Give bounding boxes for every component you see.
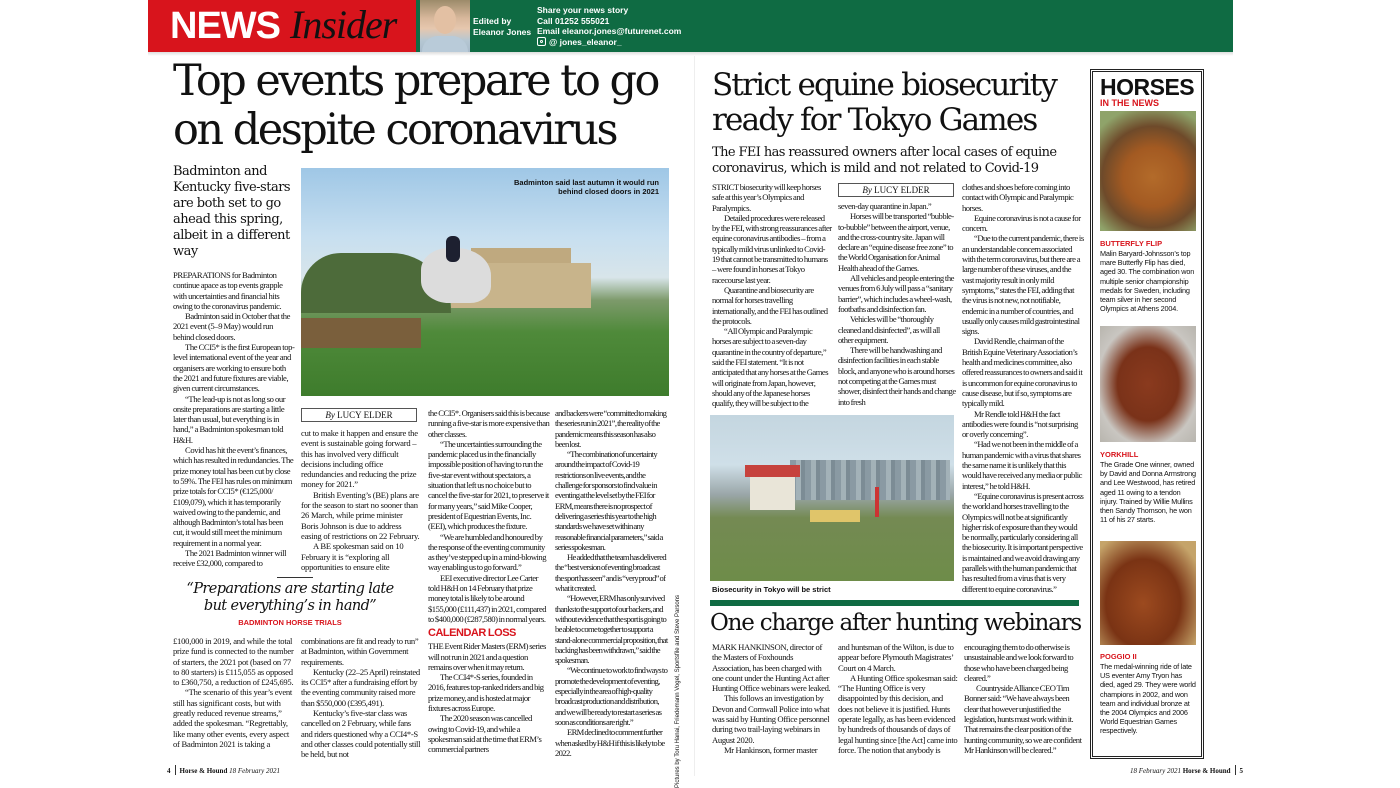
paragraph: MARK HANKINSON, director of the Masters of Foxhounds Association, has been charged with one count under the Hunting Act after Hunting Office webinars were leaked. (712, 642, 831, 694)
paragraph: clothes and shoes before coming into contact with Olympic and Paralympic horses. (962, 182, 1074, 213)
logo-insider: Insider (290, 2, 397, 47)
hunt-headline: One charge after hunting webinars (710, 610, 1082, 636)
paragraph: “Equine coronavirus is present across the world and horses travelling to the Olympics will not be at significantly higher risk of exposure than they would be normally, particularly considering all the biosecurity. It is important perspective is maintained and we avoid drawing any parallels with the human pandemic that has resulted from a virus that is very different to equine coronavirus.” (962, 490, 1084, 594)
left-bottom-col2 (301, 636, 421, 760)
email-link[interactable]: Email eleanor.jones@futurenet.com (537, 26, 682, 36)
contact-info (537, 5, 681, 47)
paragraph: Equine coronavirus is not a cause for concern. (962, 212, 1081, 234)
left-headline-line2: on despite coronavirus (173, 105, 617, 155)
paragraph: and huntsman of the Wilton, is due to appear before Plymouth Magistrates’ Court on 4 March. (838, 642, 954, 673)
sidebar-item-name: BUTTERFLY FLIP (1100, 239, 1163, 248)
folio-page-number: 4 (167, 767, 171, 775)
paragraph: Badminton said in October that the 2021 event (5–9 May) would run behind closed doors. (173, 311, 291, 342)
edited-by-label: Edited by (473, 16, 512, 26)
sidebar-item-name: YORKHILL (1100, 450, 1139, 459)
left-col4 (555, 408, 669, 758)
left-folio (167, 765, 280, 776)
paragraph: “The uncertainties surrounding the pandemic placed us in the financially impossible position of having to run the five-star event without spectators, a situation that left us no choice but to cancel the five-star for 2021, to preserve it for many years,” said Mike Cooper, president of Equestrian Events, Inc. (EEI), which produces the fixture. (428, 438, 549, 532)
poggio-photo (1100, 541, 1196, 645)
paragraph: The CCI4*-S series, founded in 2016, features top-ranked riders and big prize money, and is hosted at major fixtures across Europe. (428, 672, 544, 714)
sidebar-title: HORSES (1100, 74, 1195, 100)
sidebar-subtitle: IN THE NEWS (1100, 98, 1160, 108)
paragraph: STRICT biosecurity will keep horses safe at this year’s Olympics and Paralympics. (712, 182, 821, 213)
tokyo-photo-caption: Biosecurity in Tokyo will be strict (712, 585, 831, 594)
logo-news: NEWS (170, 5, 280, 47)
instagram-handle: @ jones_eleanor_ (549, 36, 622, 47)
paragraph: Kentucky’s five-star class was cancelled on 2 February, while fans and riders questioned why a CCI4*-S and other classes could potentially still be held, but not (301, 708, 421, 760)
right-folio (1130, 765, 1243, 776)
sidebar-item-name: POGGIO II (1100, 652, 1137, 661)
paragraph: seven-day quarantine in Japan.” (838, 201, 932, 211)
paragraph: “The lead-up is not as long so our onsite preparations are starting a little later than usual, but everything is in hand,” a Badminton spokesman told H&H. (173, 393, 286, 445)
paragraph: the CCI5*. Organisers said this is because running a five-star is more expensive than other classes. (428, 408, 550, 439)
hunt-col1 (712, 642, 832, 755)
folio-page-number: 5 (1239, 767, 1244, 775)
left-col2 (301, 428, 421, 572)
hunt-col3 (964, 642, 1084, 755)
pull-quote-line1: “Preparations are starting late (186, 581, 394, 597)
sidebar-item-text: The medal-winning ride of late US eventer Amy Tryon has died, aged 29. They were world champions in 2002, and won team and individual bronze at the 2004 Olympics and 2006 World Equestrian Games respectively. (1100, 662, 1196, 736)
byline-prefix: By (325, 410, 335, 420)
folio-date: 18 February 2021 (229, 767, 281, 775)
left-col1 (173, 270, 295, 569)
byline-prefix: By (862, 185, 872, 195)
paragraph: “The combination of uncertainty around the impact of Covid-19 restrictions on live events, and the challenge for sponsors to find value in eventing at the level set by the FEI for ERM, means there is no prospect of delivering a series this year to the high standards we have set within any reasonable financial parameters,” said a series spokesman. (555, 449, 663, 552)
editor-credit (473, 16, 533, 38)
sidebar-item-text: The Grade One winner, owned by David and Donna Armstrong and Lee Westwood, has retired aged 11 owing to a tendon injury. Trained by Willie Mullins then Sandy Thomson, he won 11 of his 27 starts. (1100, 460, 1196, 525)
pull-quote (155, 581, 425, 615)
photo-credit: Pictures by Toru Hanai, Friedemann Vogel, Sportsfile and Steve Parsons (675, 595, 681, 788)
pull-quote-line2: but everything’s in hand” (203, 598, 377, 614)
right-col1 (712, 182, 832, 409)
instagram-link[interactable] (537, 37, 681, 48)
left-headline (173, 57, 693, 155)
right-col2 (838, 201, 956, 407)
paragraph: A BE spokesman said on 10 February it is “exploring all opportunities to ensure elite (301, 541, 404, 572)
butterfly-flip-photo (1100, 111, 1196, 231)
left-standfirst: Badminton and Kentucky five-stars are both set to go ahead this spring, albeit in a different way (173, 164, 291, 259)
pull-quote-attribution: BADMINTON HORSE TRIALS (238, 618, 342, 627)
paragraph: cut to make it happen and ensure the event is sustainable going forward – this has involved very difficult decisions including office redundancies and reducing the prize money for 2021.” (301, 428, 418, 490)
paragraph: “We are humbled and honoured by the response of the eventing community as they’ve stepped up in a mind-blowing way enabling us to go forward.” (428, 531, 547, 573)
paragraph: THE Event Rider Masters (ERM) series will not run in 2021 and a question remains over when it may return. (428, 641, 546, 672)
paragraph: “The scenario of this year’s event still has significant costs, but with greatly reduced revenue streams,” added the spokesman. “Regrettably, like many other events, every aspect of Badminton 2021 is taking a (173, 687, 293, 749)
paragraph: “However, ERM has only survived thanks to the support of our backers, and without evidence that the sport is going to be able to come together to support a stand-alone commercial proposition, that backing has been withdrawn,” said the spokesman. (555, 593, 668, 666)
paragraph: ERM declined to comment further when asked by H&H if this is likely to be 2022. (555, 727, 665, 758)
folio-date: 18 February 2021 (1130, 767, 1181, 775)
byline-name: LUCY ELDER (874, 185, 930, 195)
paragraph: Vehicles will be “thoroughly cleaned and disinfected”, as will all other equipment. (838, 314, 940, 345)
instagram-icon (537, 37, 546, 46)
pull-quote-rule (277, 577, 313, 578)
right-headline-line2: ready for Tokyo Games (712, 102, 1037, 138)
editor-photo (420, 0, 470, 52)
paragraph: He added that the team has delivered the “best version of eventing broadcast the sport has seen” and is “very proud” of what it created. (555, 552, 667, 594)
paragraph: PREPARATIONS for Badminton continue apace as top events grapple with uncertainties and financial hits owing to the coronavirus pandemic. (173, 270, 283, 311)
paragraph: The CCI5* is the first European top-level international event of the year and organisers are working to ensure both the 2021 and future fixtures are viable, given current circumstances. (173, 342, 295, 394)
right-standfirst: The FEI has reassured owners after local cases of equine coronavirus, which is mild and not related to Covid-19 (712, 145, 1057, 176)
paragraph: and backers were “committed to making the series run in 2021”, the reality of the pandemic means this season has also been lost. (555, 408, 667, 449)
phone-line: Call 01252 555021 (537, 15, 610, 26)
byline-name: LUCY ELDER (337, 410, 393, 420)
paragraph: Countryside Alliance CEO Tim Bonner said: “We have always been clear that however unjustified the legislation, hunts must work within it. That remains the clear position of the hunting community, so we are confident Mr Hankinson will be cleared.” (964, 683, 1082, 755)
hunt-col2 (838, 642, 958, 755)
paragraph: Detailed procedures were released by the FEI, with strong reassurances after equine coronavirus antibodies – from a typically mild virus unlinked to Covid-19 that cannot be transmitted to humans – were found in horses at Tokyo racecourse last year. (712, 212, 832, 285)
left-bottom-col1 (173, 636, 295, 749)
paragraph: combinations are fit and ready to run” at Badminton, within Government requirements. (301, 636, 419, 667)
paragraph: encouraging them to do otherwise is unsustainable and we look forward to those who have been charged being cleared.” (964, 642, 1074, 683)
paragraph: A Hunting Office spokesman said: “The Hunting Office is very disappointed by this decision, and does not believe it is justified. Hunts operate legally, as has been evidenced by hundreds of thousands of days of legal hunting since [the Act] came into force. The notion that anybody is (838, 672, 958, 755)
left-byline (301, 408, 417, 422)
badminton-photo (301, 168, 669, 396)
paragraph: Mr Hankinson, former master (724, 744, 818, 755)
paragraph: “All Olympic and Paralympic horses are subject to a seven-day quarantine in the country of departure,” said the FEI statement. “It is not anticipated that any horses at the Games will originate from Japan, however, should any of the Japanese horses qualify, they will be subject to the (712, 326, 829, 409)
paragraph: EEI executive director Lee Carter told H&H on 14 February that prize money total is likely to be around $155,000 (£111,437) in 2021, compared to $400,000 (£287,580) in normal years. (428, 572, 547, 624)
badminton-photo-caption: Badminton said last autumn it would run behind closed doors in 2021 (513, 178, 659, 196)
paragraph: “Had we not been in the middle of a human pandemic with a virus that shares the same name it is unlikely that this would have received any media or public interest,” he told H&H. (962, 439, 1082, 491)
paragraph: £100,000 in 2019, and while the total prize fund is connected to the number of starters, the 2021 pot (based on 77 to 80 starters) is £115,055 as opposed to £360,750, a reduction of £245,695. (173, 636, 294, 688)
sidebar-item-text: Malin Baryard-Johnsson’s top mare Butterfly Flip has died, aged 30. The combination won multiple senior championship medals for Sweden, including team silver in her second Olympics at Athens 2004. (1100, 249, 1195, 314)
left-headline-line1: Top events prepare to go (173, 56, 658, 106)
tokyo-photo (710, 415, 954, 581)
paragraph: “We continue to work to find ways to promote the development of eventing, especially in the area of high-quality broadcast production and distribution, and we will be ready to restart a series as soon as conditions are right.” (555, 665, 668, 727)
yorkhill-photo (1100, 326, 1196, 442)
page-gutter (694, 56, 695, 776)
paragraph: Horses will be transported “bubble-to-bubble” between the airport, venue, and the cross-country site. Japan will declare an “equine disease free zone” to the World Organisation for Animal Health ahead of the Games. (838, 211, 954, 273)
paragraph: The 2020 season was cancelled owing to Covid-19, and while a spokesman said at the time that ERM’s commercial partners (428, 713, 542, 755)
paragraph: David Rendle, chairman of the British Equine Veterinary Association’s health and medicines committee, also offered reassurances to owners and said it is uncommon for equine coronavirus to cause disease, but if so, symptoms are typically mild. (962, 336, 1083, 409)
section-rule (710, 600, 1079, 606)
folio-magazine: Horse & Hound (179, 767, 228, 775)
right-headline (712, 68, 1084, 138)
paragraph: This follows an investigation by Devon and Cornwall Police into what was said by Hunting Office personnel during two trail-laying webinars in August 2020. (712, 693, 830, 745)
calendar-loss-subhead: CALENDAR LOSS (428, 627, 516, 640)
editor-name: Eleanor Jones (473, 27, 532, 37)
paragraph: All vehicles and people entering the venues from 6 July will pass a “sanitary barrier”, which includes a wheel-wash, footbaths and disinfection fan. (838, 273, 954, 314)
paragraph: The 2021 Badminton winner will receive £32,000, compared to (173, 548, 287, 569)
right-headline-line1: Strict equine biosecurity (712, 67, 1057, 103)
right-byline (838, 183, 954, 197)
paragraph: Mr Rendle told H&H the fact antibodies were found is “not surprising or overly concerning”. (962, 408, 1078, 440)
paragraph: “Due to the current pandemic, there is an understandable concern associated with the term coronavirus, but there are a large number of these viruses, and the vast majority result in only mild symptoms,” states the FEI, adding that the virus is not new, not notifiable, endemic in a number of countries, and usually only causes mild gastrointestinal signs. (962, 233, 1084, 337)
right-col3 (962, 182, 1084, 594)
paragraph: British Eventing’s (BE) plans are for the season to start no sooner than 26 March, while prime minister Boris Johnson is due to address easing of restrictions on 22 February. (301, 489, 420, 541)
left-col3 (428, 408, 550, 755)
paragraph: There will be handwashing and disinfection facilities in each stable block, and anyone who is around horses not competing at the Games must shower, disinfect their hands and change into fresh (838, 345, 956, 407)
paragraph: Kentucky (22–25 April) reinstated its CCI5* after a fundraising effort by the eventing community raised more than $550,000 (£395,491). (301, 666, 420, 708)
share-line: Share your news story (537, 5, 629, 15)
paragraph: Covid has hit the event’s finances, which has resulted in redundancies. The prize money total has been cut by close to 59%. The FEI has rules on minimum prize totals for CCI5* (€125,000/£109,079), which it has temporarily waived owing to the pandemic, and although Badminton’s total has been cut, it would still meet the minimum requirement in a normal year. (173, 445, 294, 548)
folio-magazine: Horse & Hound (1182, 767, 1231, 775)
paragraph: Quarantine and biosecurity are normal for horses travelling internationally, and the FEI has outlined the protocols. (712, 284, 828, 326)
